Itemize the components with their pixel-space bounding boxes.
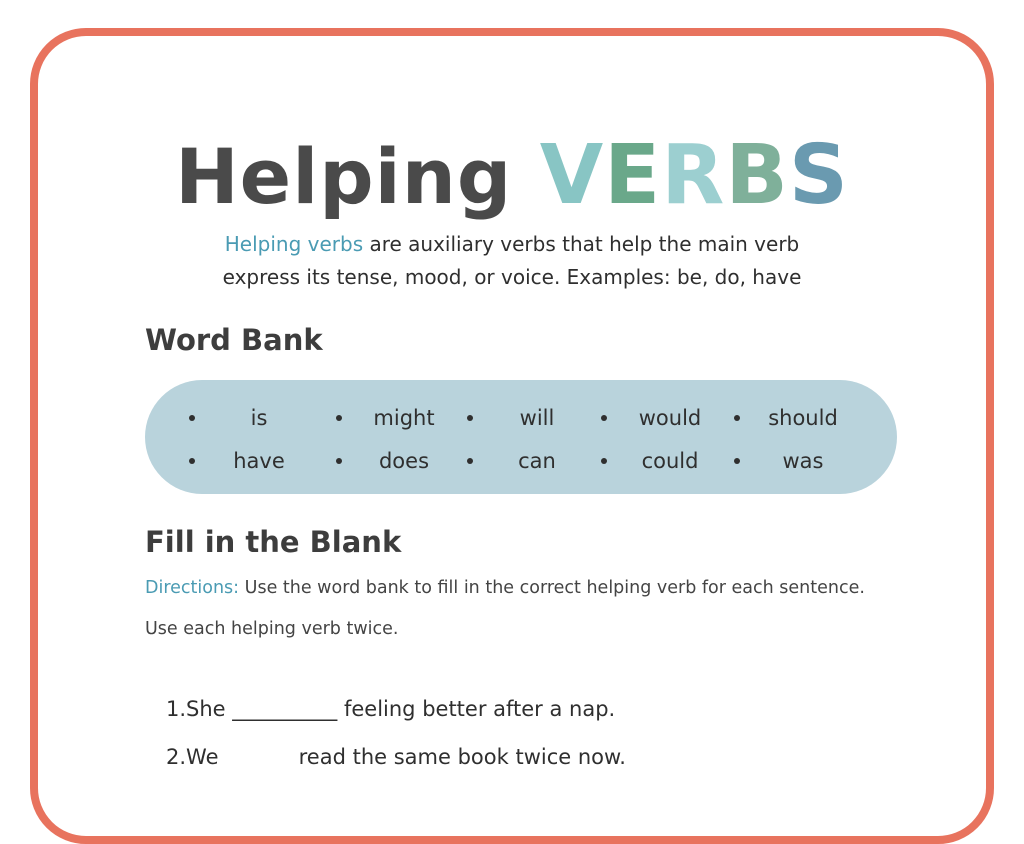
- word-bank-item: might: [373, 406, 435, 430]
- word-bank-item: would: [638, 406, 702, 430]
- question-1: 1.She __________ feeling better after a nap.: [166, 697, 616, 721]
- word-bank-item: will: [519, 406, 555, 430]
- directions: [145, 568, 885, 650]
- page-title: [0, 128, 1024, 223]
- intro-line2: express its tense, mood, or voice. Examples: be, do, have: [222, 265, 802, 289]
- question-2: 2.We read the same book twice now.: [166, 745, 626, 769]
- title-letter: V: [539, 128, 605, 223]
- bullet-icon: [336, 458, 342, 464]
- title-letter: E: [604, 128, 662, 223]
- title-verbs: [539, 128, 849, 223]
- word-bank-item: is: [250, 406, 268, 430]
- bullet-icon: [734, 415, 740, 421]
- word-bank-item: was: [782, 449, 824, 473]
- title-letter: B: [725, 128, 789, 223]
- answer-blank-2[interactable]: [225, 745, 292, 769]
- word-bank-item: should: [768, 406, 838, 430]
- bullet-icon: [734, 458, 740, 464]
- bullet-icon: [467, 415, 473, 421]
- title-letter: S: [788, 128, 849, 223]
- directions-label: Directions:: [145, 578, 240, 598]
- word-bank: [145, 380, 897, 494]
- word-bank-heading: Word Bank: [145, 323, 323, 357]
- word-bank-item: could: [641, 449, 699, 473]
- word-bank-item: have: [233, 449, 285, 473]
- bullet-icon: [336, 415, 342, 421]
- bullet-icon: [189, 458, 195, 464]
- word-bank-item: can: [518, 449, 556, 473]
- title-letter: R: [661, 128, 726, 223]
- bullet-icon: [601, 415, 607, 421]
- bullet-icon: [189, 415, 195, 421]
- intro-text: [0, 228, 1024, 294]
- bullet-icon: [467, 458, 473, 464]
- answer-blank-1[interactable]: __________: [232, 697, 338, 721]
- word-bank-item: does: [378, 449, 430, 473]
- bullet-icon: [601, 458, 607, 464]
- intro-line1: are auxiliary verbs that help the main verb: [363, 232, 800, 256]
- intro-highlight: Helping verbs: [224, 232, 364, 256]
- directions-text: Use the word bank to fill in the correct helping verb for each sentence. Use each helping verb twice.: [145, 578, 865, 639]
- title-helping: Helping: [175, 132, 513, 221]
- fill-heading: Fill in the Blank: [145, 525, 402, 559]
